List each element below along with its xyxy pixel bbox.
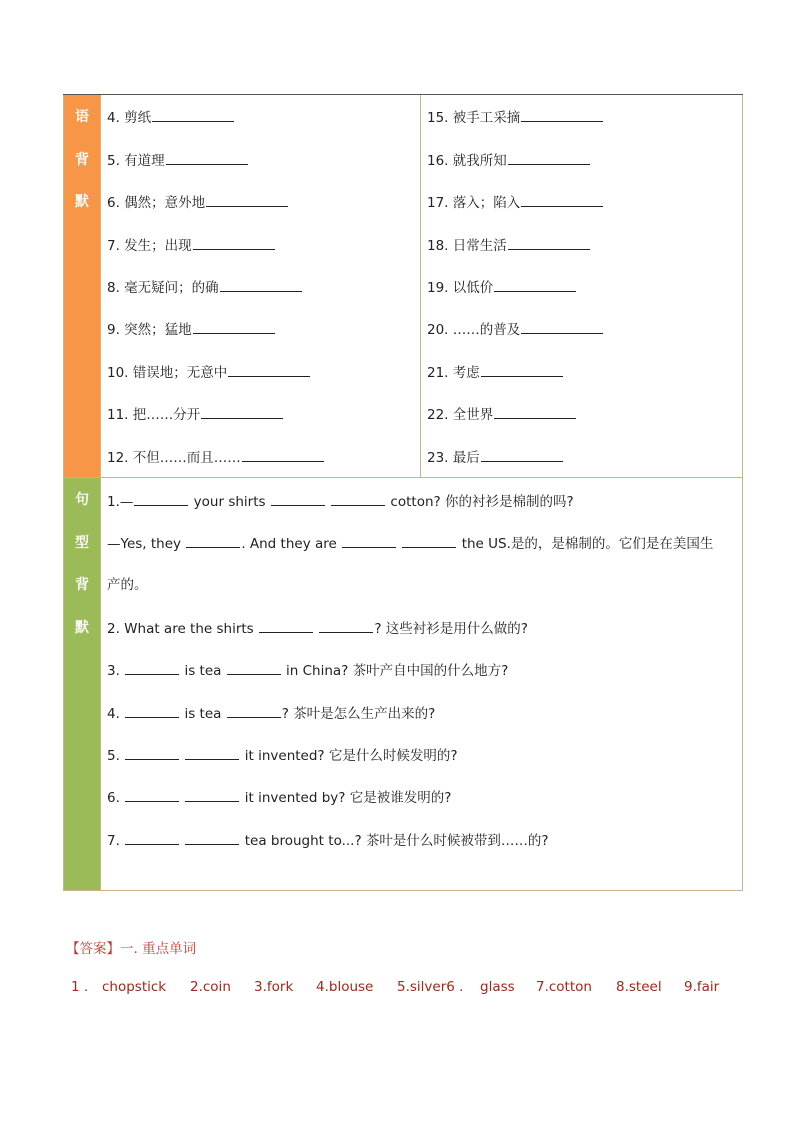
answer-blank[interactable] bbox=[125, 831, 179, 845]
answer-blank[interactable] bbox=[521, 108, 603, 122]
phrase-memorize-section bbox=[63, 95, 743, 478]
phrase-section-label bbox=[64, 95, 100, 477]
sentence-line: 4. is tea ? 茶叶是怎么生产出来的? bbox=[107, 706, 436, 722]
sentence-body bbox=[100, 478, 742, 890]
answer-blank[interactable] bbox=[193, 320, 275, 334]
label-char: 型 bbox=[75, 535, 89, 551]
answer-item: 7.cotton bbox=[536, 979, 592, 995]
phrase-column-left bbox=[100, 95, 421, 477]
answer-blank[interactable] bbox=[125, 746, 179, 760]
phrase-item: 4. 剪纸 bbox=[107, 108, 235, 127]
answer-blank[interactable] bbox=[521, 193, 603, 207]
phrase-item: 19. 以低价 bbox=[427, 278, 577, 297]
phrase-column-right bbox=[420, 95, 742, 477]
answer-blank[interactable] bbox=[185, 788, 239, 802]
label-char: 默 bbox=[75, 194, 89, 210]
sentence-section-label bbox=[64, 478, 100, 890]
answer-item: 1 . bbox=[71, 979, 89, 995]
phrase-item: 10. 错误地；无意中 bbox=[107, 363, 311, 382]
sentence-memorize-section bbox=[63, 477, 743, 891]
answer-item: 2.coin bbox=[190, 979, 231, 995]
answer-blank[interactable] bbox=[331, 492, 385, 506]
answer-blank[interactable] bbox=[152, 108, 234, 122]
answer-item: 8.steel bbox=[616, 979, 662, 995]
answer-blank[interactable] bbox=[201, 405, 283, 419]
sentence-line: 5. it invented? 它是什么时候发明的? bbox=[107, 748, 458, 764]
sentence-line: 6. it invented by? 它是被谁发明的? bbox=[107, 790, 452, 806]
answer-blank[interactable] bbox=[481, 363, 563, 377]
answer-blank[interactable] bbox=[206, 193, 288, 207]
phrase-item: 15. 被手工采摘 bbox=[427, 108, 604, 127]
answer-blank[interactable] bbox=[242, 448, 324, 462]
label-char: 背 bbox=[75, 152, 89, 168]
answer-item: chopstick bbox=[102, 979, 167, 995]
phrase-item: 9. 突然；猛地 bbox=[107, 320, 276, 339]
answer-blank[interactable] bbox=[508, 151, 590, 165]
answer-blank[interactable] bbox=[259, 619, 313, 633]
phrase-item: 5. 有道理 bbox=[107, 151, 249, 170]
sentence-line: 1.— your shirts cotton? 你的衬衫是棉制的吗? bbox=[107, 494, 574, 510]
sentence-line: —Yes, they . And they are the US.是的，是棉制的。它们是在美国生 bbox=[107, 536, 714, 552]
answer-blank[interactable] bbox=[125, 788, 179, 802]
answer-blank[interactable] bbox=[402, 534, 456, 548]
phrase-item: 18. 日常生活 bbox=[427, 236, 591, 255]
answer-blank[interactable] bbox=[125, 704, 179, 718]
sentence-line: 产的。 bbox=[107, 577, 148, 593]
label-char: 句 bbox=[75, 492, 89, 508]
answer-blank[interactable] bbox=[166, 151, 248, 165]
answers-title: 【答案】一. 重点单词 bbox=[66, 941, 197, 957]
phrase-item: 17. 落入；陷入 bbox=[427, 193, 604, 212]
phrase-item: 12. 不但……而且…… bbox=[107, 448, 325, 467]
answer-blank[interactable] bbox=[228, 363, 310, 377]
sentence-line: 2. What are the shirts ? 这些衬衫是用什么做的? bbox=[107, 621, 528, 637]
answer-blank[interactable] bbox=[521, 320, 603, 334]
answer-blank[interactable] bbox=[125, 661, 179, 675]
answer-blank[interactable] bbox=[494, 278, 576, 292]
phrase-item: 6. 偶然；意外地 bbox=[107, 193, 289, 212]
phrase-item: 21. 考虑 bbox=[427, 363, 564, 382]
answer-blank[interactable] bbox=[193, 236, 275, 250]
sentence-line: 7. tea brought to...? 茶叶是什么时候被带到……的? bbox=[107, 833, 549, 849]
answer-item: 5.silver6 . bbox=[397, 979, 464, 995]
answer-blank[interactable] bbox=[227, 661, 281, 675]
answer-blank[interactable] bbox=[494, 405, 576, 419]
phrase-item: 8. 毫无疑问；的确 bbox=[107, 278, 303, 297]
answer-blank[interactable] bbox=[271, 492, 325, 506]
answer-blank[interactable] bbox=[134, 492, 188, 506]
phrase-item: 16. 就我所知 bbox=[427, 151, 591, 170]
answer-blank[interactable] bbox=[342, 534, 396, 548]
answer-item: 4.blouse bbox=[316, 979, 374, 995]
label-char: 默 bbox=[75, 620, 89, 636]
label-char: 背 bbox=[75, 577, 89, 593]
answer-item: 9.fair bbox=[684, 979, 720, 995]
answer-blank[interactable] bbox=[508, 236, 590, 250]
answer-blank[interactable] bbox=[185, 746, 239, 760]
answer-blank[interactable] bbox=[220, 278, 302, 292]
phrase-item: 20. ……的普及 bbox=[427, 320, 604, 339]
answer-item: 3.fork bbox=[254, 979, 294, 995]
label-char: 语 bbox=[75, 109, 89, 125]
answer-blank[interactable] bbox=[319, 619, 373, 633]
answer-blank[interactable] bbox=[186, 534, 240, 548]
phrase-item: 23. 最后 bbox=[427, 448, 564, 467]
phrase-item: 11. 把……分开 bbox=[107, 405, 284, 424]
sentence-line: 3. is tea in China? 茶叶产自中国的什么地方? bbox=[107, 663, 509, 679]
answer-blank[interactable] bbox=[227, 704, 281, 718]
phrase-item: 7. 发生；出现 bbox=[107, 236, 276, 255]
answer-blank[interactable] bbox=[481, 448, 563, 462]
answer-blank[interactable] bbox=[185, 831, 239, 845]
answer-item: glass bbox=[480, 979, 515, 995]
phrase-item: 22. 全世界 bbox=[427, 405, 577, 424]
